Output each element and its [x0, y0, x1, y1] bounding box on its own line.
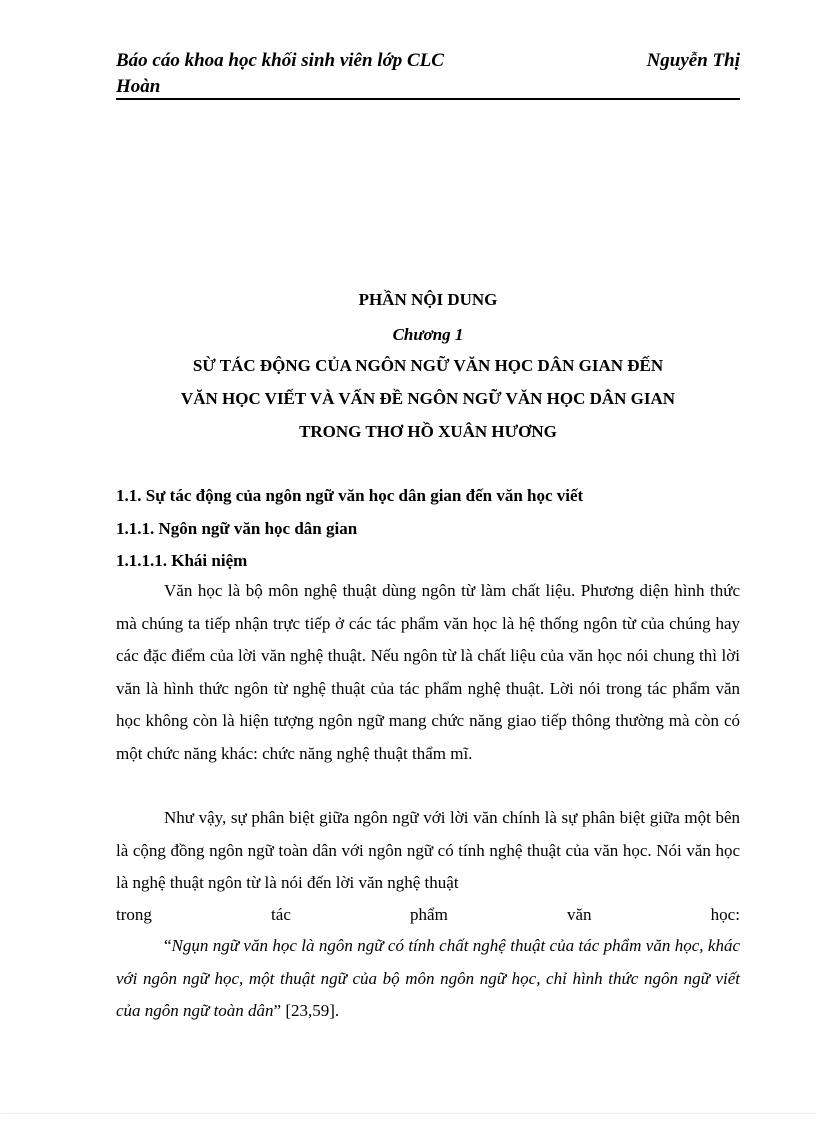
- paragraph-2-last-line: [116, 905, 740, 925]
- word-tac: tác: [271, 905, 291, 924]
- chapter-title: Chương 1: [392, 325, 464, 344]
- word-hoc: học:: [710, 905, 740, 924]
- section-heading-1-1-1-1: 1.1.1.1. Khái niệm: [116, 551, 248, 570]
- paragraph-2-text: Như vậy, sự phân biệt giữa ngôn ngữ với lời văn chính là sự phân biệt giữa một bên là cộng đồng ngôn ngữ toàn dân với ngôn ngữ có tính nghệ thuật của văn học. Nói văn học là nghệ thuật ngôn từ là nói đến lời văn nghệ thuật: [116, 808, 740, 892]
- paragraph-1: [116, 575, 740, 770]
- header-left-cont: Hoàn: [116, 76, 161, 97]
- quote-citation: ” [23,59].: [273, 1001, 340, 1020]
- header-report-title: [116, 48, 536, 100]
- chapter-heading-line-3: TRONG THƠ HỒ XUÂN HƯƠNG: [299, 422, 557, 441]
- section-heading-1-1: 1.1. Sự tác động của ngôn ngữ văn học dân gian đến văn học viết: [116, 486, 584, 505]
- section-heading-1-1-1: 1.1.1. Ngôn ngữ văn học dân gian: [116, 519, 358, 538]
- paragraph-2: [116, 802, 740, 900]
- quotation: [116, 930, 740, 1028]
- paragraph-1-text: Văn học là bộ môn nghệ thuật dùng ngôn từ làm chất liệu. Phương diện hình thức mà chúng ta tiếp nhận trực tiếp ở các tác phẩm văn học là hệ thống ngôn từ của chúng hay các đặc điểm của lời văn nghệ thuật. Nếu ngôn từ là chất liệu của văn học nói chung thì lời văn là hình thức ngôn từ nghệ thuật của tác phẩm nghệ thuật. Lời nói trong tác phẩm văn học không còn là hiện tượng ngôn ngữ mang chức năng giao tiếp thông thường mà còn có một chức năng khác: chức năng nghệ thuật thẩm mĩ.: [116, 581, 740, 763]
- chapter-heading-line-1: SỪ TÁC ĐỘNG CỦA NGÔN NGỮ VĂN HỌC DÂN GIAN ĐẾN: [192, 356, 664, 375]
- chapter-heading-line-2: VĂN HỌC VIẾT VÀ VẤN ĐỀ NGÔN NGỮ VĂN HỌC DÂN GIAN: [180, 389, 676, 408]
- page-header: [116, 46, 740, 100]
- header-left-text: Báo cáo khoa học khối sinh viên lớp CLC: [116, 50, 444, 71]
- quote-text: Ngụn ngữ văn học là ngôn ngữ có tính chất nghệ thuật của tác phẩm văn học, khác với ngôn ngữ học, một thuật ngữ của bộ môn ngôn ngữ học, chỉ hình thức ngôn ngữ viết của ngôn ngữ toàn dân: [116, 936, 740, 1020]
- header-author: Nguyễn Thị: [646, 50, 740, 71]
- part-title: PHẦN NỘI DUNG: [358, 290, 498, 309]
- quote-open-mark: “: [164, 936, 172, 955]
- word-trong: trong: [116, 905, 152, 924]
- word-pham: phẩm: [410, 905, 448, 924]
- page-bottom-divider: [0, 1113, 816, 1114]
- word-van: văn: [566, 905, 592, 924]
